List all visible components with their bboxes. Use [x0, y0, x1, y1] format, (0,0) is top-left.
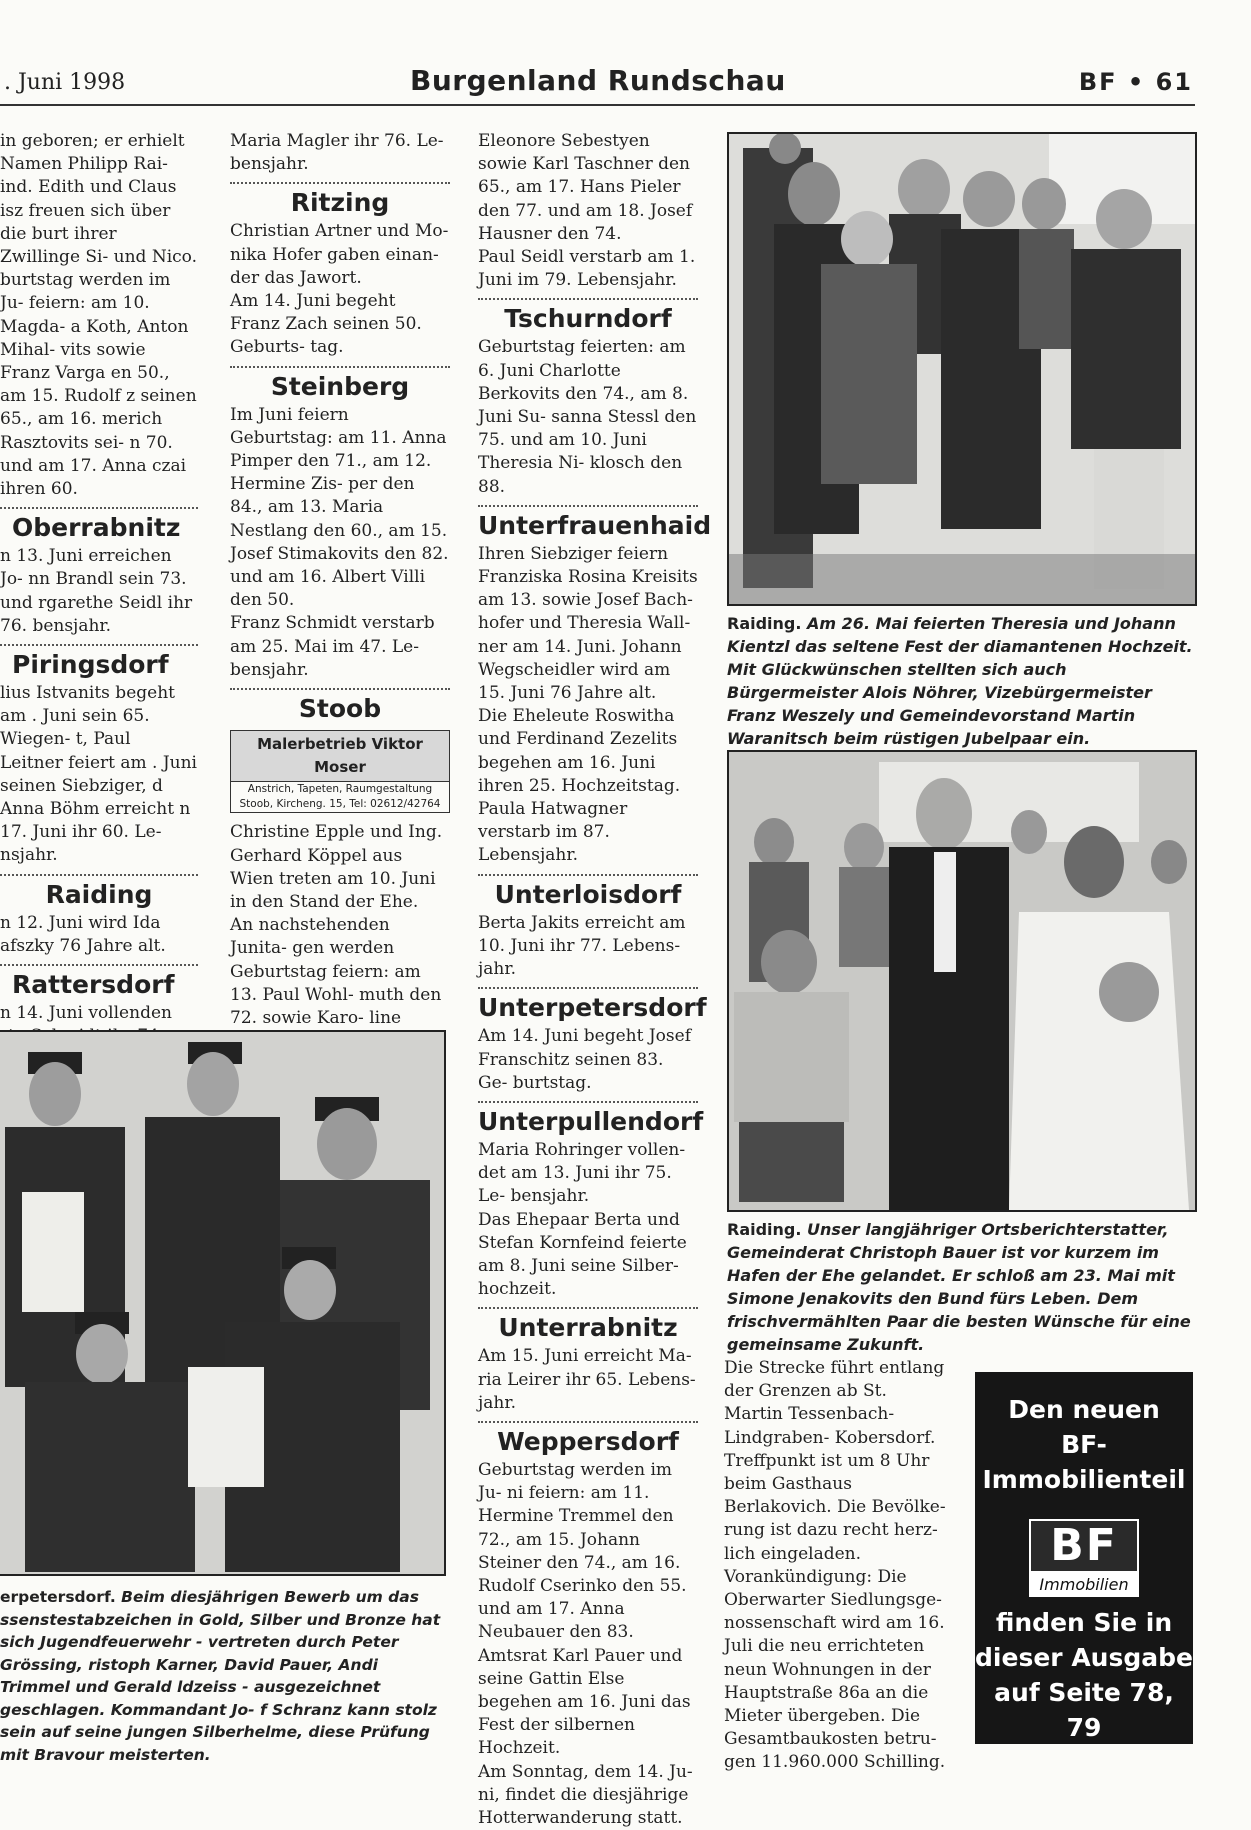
- town-heading-oberrabnitz: Oberrabnitz: [12, 513, 181, 543]
- paragraph: Maria Magler ihr 76. Le- bensjahr.: [230, 131, 444, 175]
- paragraph: Im Juni feiern Geburtstag: am 11. Anna Pimper den 71., am 12. Hermine Zis- per den 84., am 13. Maria Nestlang den 60., am 15. Josef Stimakovits den 82. und am 16. Albert Villi den 50.: [230, 404, 449, 611]
- ad-line: finden Sie in: [995, 1608, 1173, 1637]
- town-heading-rattersdorf: Rattersdorf: [12, 970, 175, 1000]
- town-heading-unterpetersdorf: Unterpetersdorf: [478, 993, 707, 1023]
- town-heading-weppersdorf: Weppersdorf: [497, 1426, 679, 1456]
- ad-line: Immobilienteil: [982, 1465, 1186, 1494]
- paragraph: Die Eheleute Roswitha und Ferdinand Zezelits begehen am 16. Juni ihren 25. Hochzeitstag.: [478, 706, 681, 796]
- caption-text: Unser langjähriger Ortsberichterstatter, Gemeinderat Christoph Bauer ist vor kurzem im Hafen der Ehe gelandet. Er schloß am 23. Mai mit Simone Jenakovits den Bund fürs Leben. Dem frischvermählten Paar die besten Wünsche für eine gemeinsame Zukunft.: [727, 1220, 1191, 1354]
- caption-text: Beim diesjährigen Bewerb um das ssenstestabzeichen in Gold, Silber und Bronze hat sich Jugendfeuerwehr - vertreten durch Peter Grössing, ristoph Karner, David Pauer, Andi Trimmel und Gerald ldzeiss - ausgezeichnet geschlagen. Kommandant Jo- f Schranz kann stolz sein auf seine jungen Silberhelme, diese Prüfung mit Bravour meisterten.: [0, 1588, 441, 1764]
- bf-logo-sub: Immobilien: [1029, 1573, 1139, 1597]
- dotted-divider: [478, 1101, 698, 1103]
- paragraph: lius Istvanits begeht am . Juni sein 65. Wiegen- t, Paul Leitner feiert am . Juni seinen Siebziger, d Anna Böhm erreicht n 17. Juni ihr 60. Le- nsjahr.: [0, 683, 197, 866]
- dotted-divider: [478, 987, 698, 989]
- page-number: BF • 61: [1078, 68, 1193, 96]
- town-heading-tschurndorf: Tschurndorf: [504, 304, 672, 334]
- paragraph: Maria Rohringer vollen- det am 13. Juni ihr 75. Le- bensjahr.: [478, 1139, 686, 1207]
- paragraph: Am 15. Juni erreicht Ma- ria Leirer ihr 65. Lebens- jahr.: [478, 1346, 696, 1413]
- business-name: Malerbetrieb Viktor Moser: [231, 731, 449, 782]
- wedding-photo: [727, 750, 1197, 1212]
- dotted-divider: [230, 182, 450, 184]
- dotted-divider: [230, 366, 450, 368]
- paragraph: Berta Jakits erreicht am 10. Juni ihr 77. Lebens- jahr.: [478, 912, 686, 980]
- anniversary-photo-image: [729, 134, 1195, 604]
- fire-brigade-caption: [0, 1586, 448, 1766]
- real-estate-ad: [975, 1372, 1193, 1744]
- paragraph: in geboren; er erhielt Namen Philipp Rai- ind. Edith und Claus isz freuen sich über die burt ihrer Zwillinge Si- und Nico.: [0, 131, 197, 268]
- caption-place: erpetersdorf.: [0, 1588, 116, 1606]
- column-1: [0, 130, 198, 1072]
- ad-line: BF-: [1061, 1430, 1107, 1459]
- paragraph: Christian Artner und Mo- nika Hofer gaben einan- der das Jawort.: [230, 221, 449, 288]
- town-heading-unterrabnitz: Unterrabnitz: [498, 1313, 678, 1343]
- business-ad-box: [230, 730, 450, 813]
- wedding-photo-image: [729, 752, 1195, 1210]
- paragraph: An nachstehenden Junita- gen werden Geburtstag feiern: am 13. Paul Wohl- muth den 72. sowie Karo- line: [230, 915, 442, 1029]
- issue-date: . Juni 1998: [4, 70, 126, 95]
- paragraph: Christine Epple und Ing. Gerhard Köppel aus Wien treten am 10. Juni in den Stand der Ehe.: [230, 822, 443, 913]
- paragraph: Paul Seidl verstarb am 1. Juni im 79. Lebensjahr.: [478, 247, 696, 291]
- caption-place: Raiding.: [727, 1220, 802, 1239]
- paragraph: burtstag werden im Ju- feiern: am 10. Magda- a Koth, Anton Mihal- vits sowie Franz Varga en 50., am 15. Rudolf z seinen 65., am 16. merich Rasztovits sei- n 70. und am 17. Anna czai ihren 60.: [0, 270, 197, 500]
- business-services: Anstrich, Tapeten, Raumgestaltung: [247, 783, 433, 796]
- town-heading-unterfrauenhaid: Unterfrauenhaid: [478, 510, 712, 540]
- ad-line: auf Seite 78, 79: [994, 1678, 1174, 1742]
- caption-text: Am 26. Mai feierten Theresia und Johann Kientzl das seltene Fest der diamantenen Hochzeit. Mit Glückwünschen stellten sich auch Bürgermeister Alois Nöhrer, Vizebürgermeister Franz Weszely und Gemeindevorstand Martin Waranitsch beim rüstigen Jubelpaar ein.: [727, 614, 1193, 748]
- paragraph: Franz Schmidt verstarb am 25. Mai im 47. Le- bensjahr.: [230, 613, 435, 680]
- paragraph: Die Strecke führt entlang der Grenzen ab St. Martin Tessenbach-Lindgraben- Kobersdorf. Treffpunkt ist um 8 Uhr beim Gasthaus Berlakovich. Die Bevölke- rung ist dazu recht herz- lich eingeladen.: [724, 1358, 946, 1564]
- column-2: [230, 130, 450, 1054]
- fire-brigade-photo: [0, 1030, 446, 1576]
- caption-place: Raiding.: [727, 614, 802, 633]
- town-heading-stoob: Stoob: [298, 694, 382, 724]
- ad-line: Den neuen: [1008, 1395, 1160, 1424]
- paragraph: Ihren Siebziger feiern Franziska Rosina Kreisits am 13. sowie Josef Bach- hofer und Theresia Wall- ner am 14. Juni. Johann Wegscheidler wird am 15. Juni 76 Jahre alt.: [478, 543, 698, 704]
- town-heading-steinberg: Steinberg: [270, 371, 410, 401]
- dotted-divider: [0, 644, 198, 646]
- business-address: Stoob, Kircheng. 15, Tel: 02612/42764: [239, 798, 441, 811]
- dotted-divider: [478, 298, 698, 300]
- paragraph: Paula Hatwagner verstarb im 87. Lebensjahr.: [478, 799, 628, 866]
- dotted-divider: [0, 507, 198, 509]
- bf-logo-mark: BF: [1029, 1519, 1139, 1573]
- anniversary-caption: [727, 612, 1195, 750]
- paragraph: n 12. Juni wird Ida afszky 76 Jahre alt.: [0, 912, 166, 956]
- paragraph: n 14. Juni vollenden: [0, 1003, 172, 1024]
- header-rule: [0, 104, 1195, 106]
- paragraph: Geburtstag werden im Ju- ni feiern: am 11. Hermine Tremmel den 72., am 15. Johann Steiner den 74., am 16. Rudolf Cserinko den 55. und am 17. Anna Neubauer den 83.: [478, 1459, 687, 1643]
- dotted-divider: [0, 964, 198, 966]
- paragraph: Amtsrat Karl Pauer und seine Gattin Else begehen am 16. Juni das Fest der silbernen Hochzeit.: [478, 1645, 691, 1759]
- paragraph: Am 14. Juni begeht Franz Zach seinen 50. Geburts- tag.: [230, 291, 422, 358]
- paragraph: Am 14. Juni begeht Josef Franschitz seinen 83. Ge- burtstag.: [478, 1026, 691, 1093]
- dotted-divider: [230, 688, 450, 690]
- town-heading-unterpullendorf: Unterpullendorf: [478, 1106, 704, 1136]
- paragraph: Vorankündigung: Die Oberwarter Siedlungsge- nossenschaft wird am 16. Juli die neu errichteten neun Wohnungen in der Hauptstraße 86a an die Mieter übergeben. Die Gesamtbaukosten betru- gen 11.960.000 Schilling.: [724, 1566, 946, 1773]
- wedding-caption: [727, 1218, 1195, 1356]
- paragraph: Das Ehepaar Berta und Stefan Kornfeind feierte am 8. Juni seine Silber- hochzeit.: [478, 1209, 687, 1300]
- paragraph: Eleonore Sebestyen sowie Karl Taschner den 65., am 17. Hans Pieler den 77. und am 18. Josef Hausner den 74.: [478, 131, 693, 244]
- town-heading-piringsdorf: Piringsdorf: [12, 650, 169, 680]
- paragraph: n 13. Juni erreichen Jo- nn Brandl sein 73. und rgarethe Seidl ihr 76. bensjahr.: [0, 546, 193, 636]
- dotted-divider: [478, 505, 698, 507]
- section-title: Burgenland Rundschau: [410, 64, 786, 97]
- anniversary-photo: [727, 132, 1197, 606]
- town-heading-ritzing: Ritzing: [290, 188, 390, 218]
- dotted-divider: [478, 1421, 698, 1423]
- bf-immobilien-logo: [1029, 1519, 1139, 1597]
- dotted-divider: [478, 874, 698, 876]
- ad-line: dieser Ausgabe: [975, 1643, 1193, 1672]
- dotted-divider: [0, 874, 198, 876]
- town-heading-raiding: Raiding: [45, 879, 153, 909]
- column-4: [724, 1357, 946, 1775]
- town-heading-unterloisdorf: Unterloisdorf: [494, 879, 682, 909]
- fire-brigade-photo-image: [0, 1032, 444, 1574]
- paragraph: Am Sonntag, dem 14. Ju- ni, findet die diesjährige Hotterwanderung statt.: [478, 1761, 693, 1828]
- dotted-divider: [478, 1307, 698, 1309]
- paragraph: Geburtstag feierten: am 6. Juni Charlotte Berkovits den 74., am 8. Juni Su- sanna Stessl den 75. und am 10. Juni Theresia Ni- klosch den 88.: [478, 337, 697, 497]
- column-3: [478, 130, 712, 1830]
